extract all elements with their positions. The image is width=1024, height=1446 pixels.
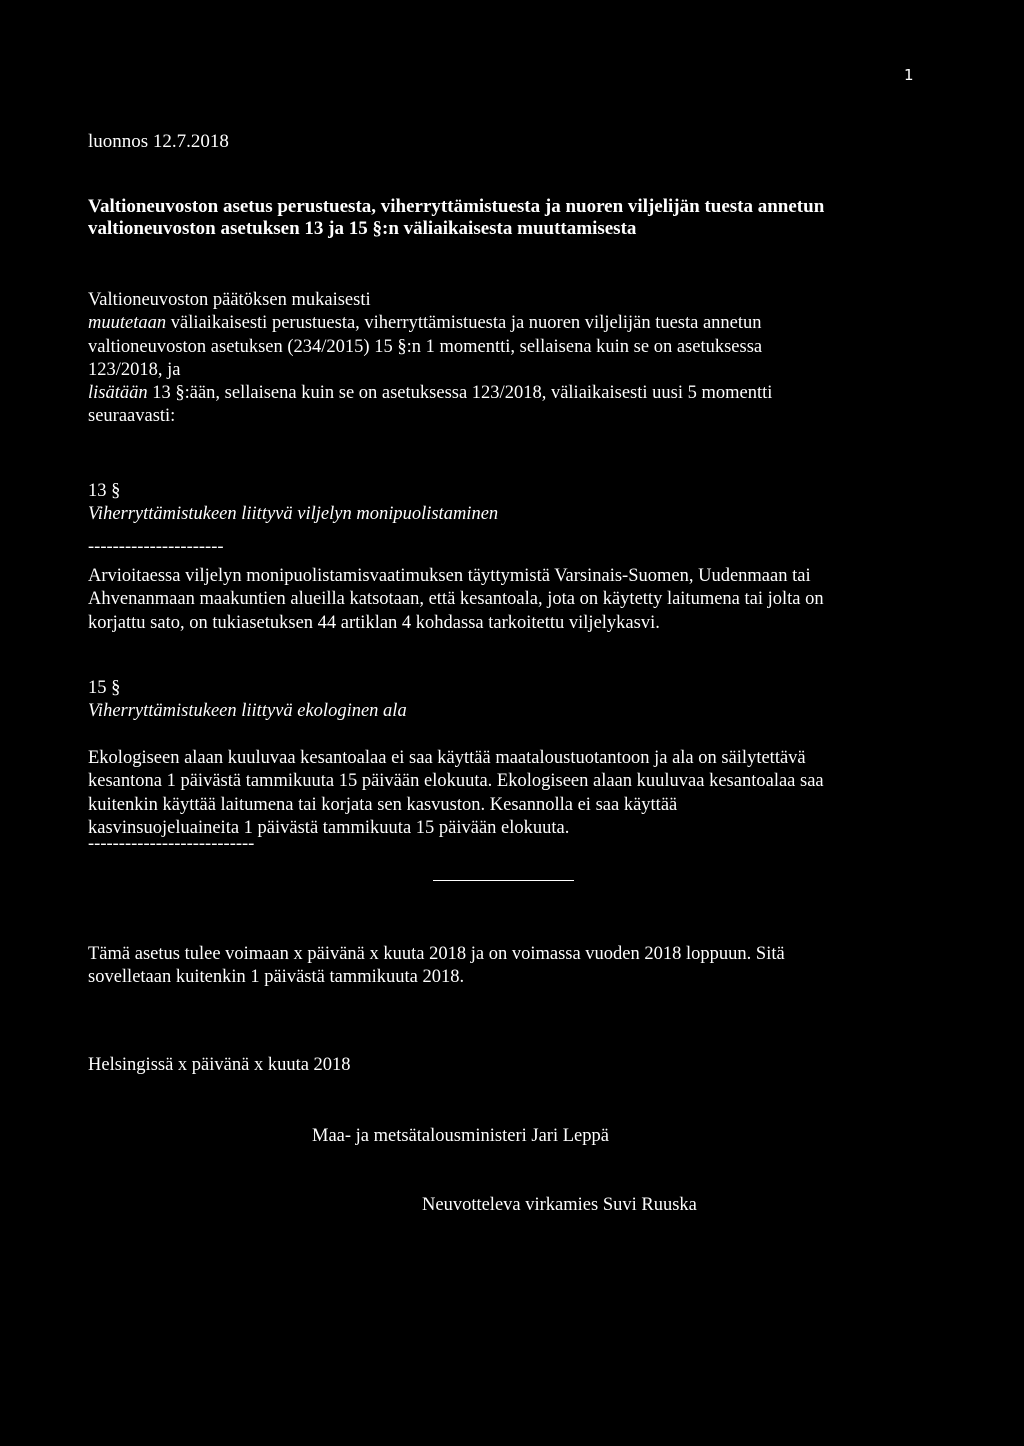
entry-into-force [88, 943, 785, 990]
preamble-line [88, 382, 772, 405]
section-13-header [88, 480, 498, 527]
body-line: sovelletaan kuitenkin 1 päivästä tammikuuta 2018. [88, 967, 465, 988]
title-line: Valtioneuvoston asetus perustuesta, viherryttämistuesta ja nuoren viljelijän tuesta annetun [88, 196, 825, 217]
body-line: kesantona 1 päivästä tammikuuta 15 päivään elokuuta. Ekologiseen alaan kuuluvaa kesantoalaa saa [88, 771, 824, 792]
section-13-body [88, 565, 824, 635]
section-heading: Viherryttämistukeen liittyvä viljelyn monipuolistaminen [88, 504, 499, 525]
body-line: kuitenkin käyttää laitumena tai korjata sen kasvuston. Kesannolla ei saa käyttää [88, 794, 678, 815]
preamble-line: seuraavasti: [88, 406, 176, 427]
body-line: Ahvenanmaan maakuntien alueilla katsotaan, että kesantoala, jota on käytetty laitumena tai jolta on [88, 589, 824, 610]
body-line: kasvinsuojeluaineita 1 päivästä tammikuuta 15 päivään elokuuta. [88, 817, 570, 838]
divider-line [433, 880, 574, 881]
section-15-body [88, 747, 824, 840]
section-number: 13 § [88, 481, 121, 501]
body-line: Tämä asetus tulee voimaan x päivänä x kuuta 2018 ja on voimassa vuoden 2018 loppuun. Sitä [88, 944, 785, 964]
section-heading: Viherryttämistukeen liittyvä ekologinen ala [88, 701, 407, 722]
preamble-line: valtioneuvoston asetuksen (234/2015) 15 §:n 1 momentti, sellaisena kuin se on asetuksessa [88, 336, 763, 357]
document-title [88, 196, 824, 240]
preamble-line: 123/2018, ja [88, 359, 181, 380]
body-line: Arvioitaessa viljelyn monipuolistamisvaatimuksen täyttymistä Varsinais-Suomen, Uudenmaan tai [88, 566, 811, 586]
body-line: Ekologiseen alaan kuuluvaa kesantoalaa ei saa käyttää maataloustuotantoon ja ala on säilytettävä [88, 748, 806, 768]
draft-label: luonnos 12.7.2018 [88, 131, 229, 152]
preamble-line: Valtioneuvoston päätöksen mukaisesti [88, 290, 371, 310]
page-number: 1 [904, 66, 914, 84]
omission-dashes: --------------------------- [88, 834, 255, 854]
preamble-text: 13 §:ään, sellaisena kuin se on asetuksessa 123/2018, väliaikaisesti uusi 5 momentti [147, 383, 773, 404]
preamble [88, 289, 772, 429]
title-line: valtioneuvoston asetuksen 13 ja 15 §:n väliaikaisesta muuttamisesta [88, 218, 637, 239]
add-keyword: lisätään [88, 383, 148, 404]
preamble-text: väliaikaisesti perustuesta, viherryttämistuesta ja nuoren viljelijän tuesta annetun [166, 313, 762, 334]
body-line: korjattu sato, on tukiasetuksen 44 artiklan 4 kohdassa tarkoitettu viljelykasvi. [88, 612, 660, 633]
amend-keyword: muutetaan [88, 313, 167, 334]
place-and-date: Helsingissä x päivänä x kuuta 2018 [88, 1055, 351, 1075]
official-signature: Neuvotteleva virkamies Suvi Ruuska [422, 1195, 697, 1215]
section-number: 15 § [88, 678, 121, 698]
omission-dashes: ---------------------- [88, 537, 224, 557]
minister-signature: Maa- ja metsätalousministeri Jari Leppä [312, 1126, 609, 1146]
preamble-line [88, 312, 772, 335]
section-15-header [88, 677, 407, 724]
